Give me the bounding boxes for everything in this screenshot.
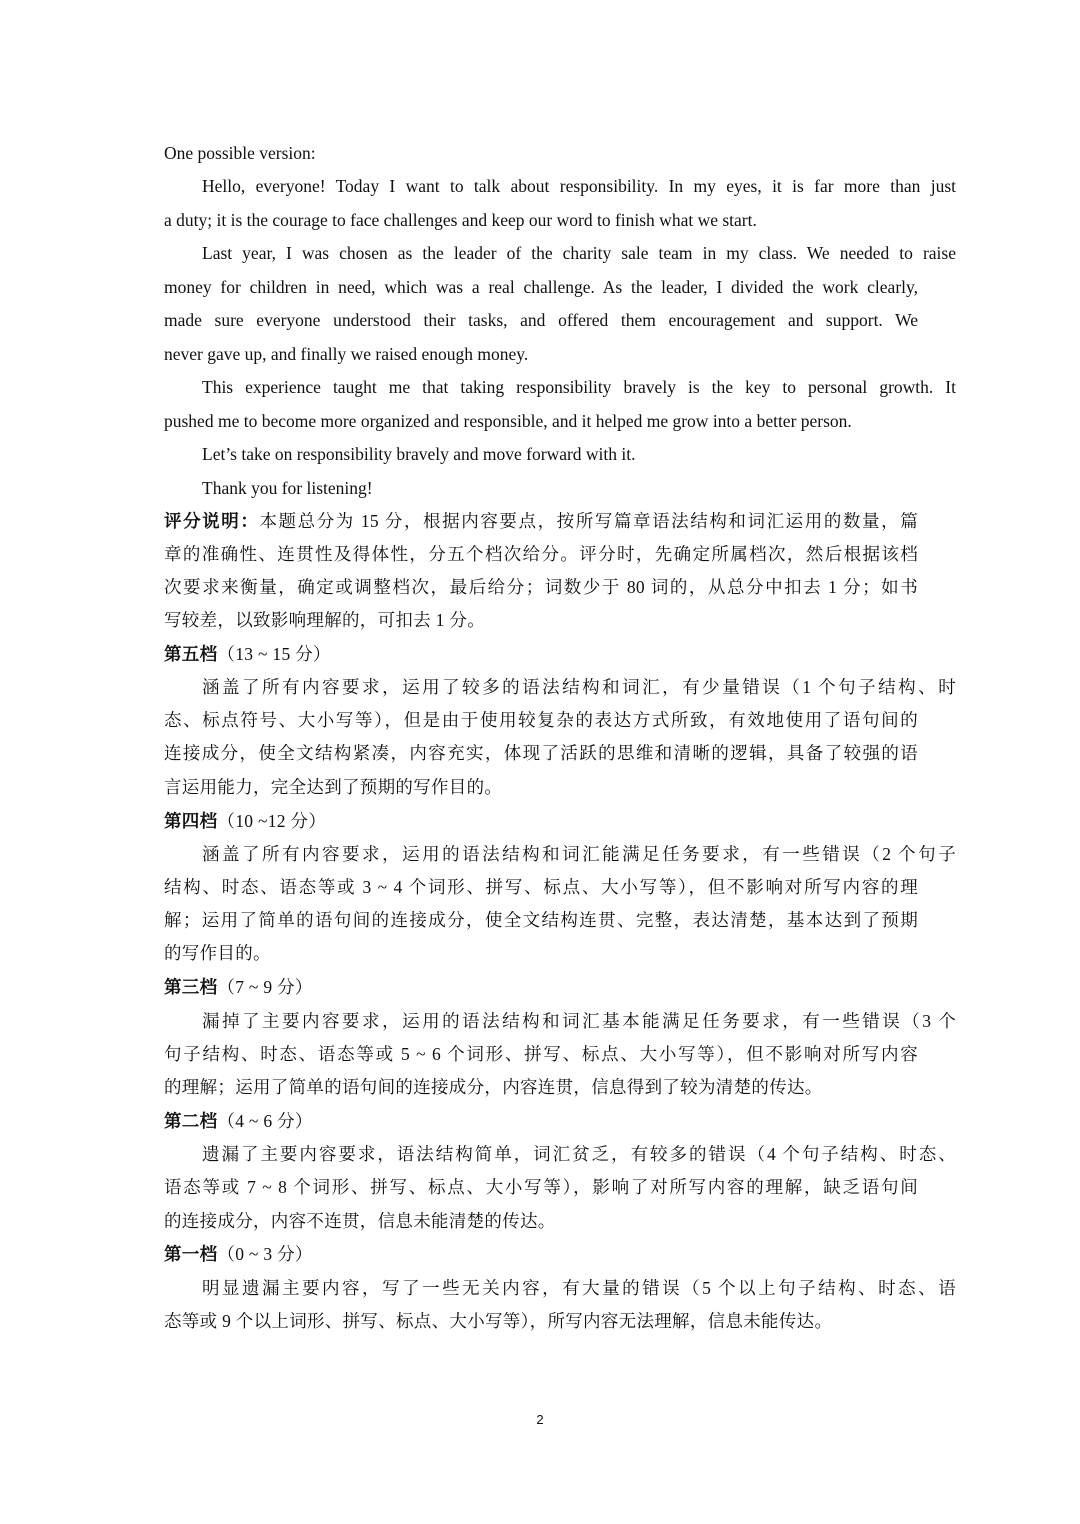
essay-line: Hello, everyone! Today I want to talk about responsibility. In my eyes, it is far more than just (202, 176, 956, 196)
essay-line: Let’s take on responsibility bravely and move forward with it. (202, 444, 636, 464)
essay-line: made sure everyone understood their tasks, and offered them encouragement and support. We (164, 310, 918, 330)
essay-line: pushed me to become more organized and responsible, and it helped me grow into a better person. (164, 411, 852, 431)
grade-heading: 第四档（10 ~12 分） (164, 811, 327, 831)
grade-heading: 第三档（7 ~ 9 分） (164, 977, 313, 997)
essay-line: This experience taught me that taking responsibility bravely is the key to personal growth. It (202, 377, 956, 397)
grade-heading: 第二档（4 ~ 6 分） (164, 1111, 313, 1131)
grade-line: 的写作目的。 (164, 943, 271, 963)
grade-line: 遗漏了主要内容要求，语法结构简单，词汇贫乏，有较多的错误（4 个句子结构、时态、 (202, 1144, 956, 1164)
essay-line: a duty; it is the courage to face challenges and keep our word to finish what we start. (164, 210, 757, 230)
essay-line: Thank you for listening! (202, 478, 373, 498)
grade-line: 明显遗漏主要内容，写了一些无关内容，有大量的错误（5 个以上句子结构、时态、语 (202, 1278, 956, 1298)
version-label: One possible version: (164, 143, 316, 163)
scoring-line: 评分说明：本题总分为 15 分，根据内容要点，按所写篇章语法结构和词汇运用的数量，篇 (164, 511, 918, 531)
grade-line: 的连接成分，内容不连贯，信息未能清楚的传达。 (164, 1211, 556, 1231)
grade-heading: 第一档（0 ~ 3 分） (164, 1244, 313, 1264)
grade-line: 涵盖了所有内容要求，运用了较多的语法结构和词汇，有少量错误（1 个句子结构、时 (202, 677, 956, 697)
page-number: 2 (536, 1412, 544, 1427)
grade-line: 言运用能力，完全达到了预期的写作目的。 (164, 777, 503, 797)
grade-line: 解；运用了简单的语句间的连接成分，使全文结构连贯、完整，表达清楚，基本达到了预期 (164, 910, 918, 930)
grade-line: 的理解；运用了简单的语句间的连接成分，内容连贯，信息得到了较为清楚的传达。 (164, 1077, 823, 1097)
essay-line: money for children in need, which was a real challenge. As the leader, I divided the work clearly, (164, 277, 918, 297)
grade-line: 态等或 9 个以上词形、拼写、标点、大小写等），所写内容无法理解，信息未能传达。 (164, 1311, 833, 1331)
grade-line: 涵盖了所有内容要求，运用的语法结构和词汇能满足任务要求，有一些错误（2 个句子 (202, 844, 956, 864)
essay-line: Last year, I was chosen as the leader of the charity sale team in my class. We needed to raise (202, 243, 956, 263)
grade-heading: 第五档（13 ~ 15 分） (164, 644, 331, 664)
scoring-line: 次要求来衡量，确定或调整档次，最后给分；词数少于 80 词的，从总分中扣去 1 分；如书 (164, 577, 918, 597)
grade-line: 句子结构、时态、语态等或 5 ~ 6 个词形、拼写、标点、大小写等），但不影响对所写内容 (164, 1044, 918, 1064)
grade-line: 结构、时态、语态等或 3 ~ 4 个词形、拼写、标点、大小写等），但不影响对所写内容的理 (164, 877, 918, 897)
grade-line: 语态等或 7 ~ 8 个词形、拼写、标点、大小写等），影响了对所写内容的理解，缺乏语句间 (164, 1177, 918, 1197)
scoring-label: 评分说明： (164, 511, 260, 531)
grade-line: 连接成分，使全文结构紧凑，内容充实，体现了活跃的思维和清晰的逻辑，具备了较强的语 (164, 743, 918, 763)
essay-line: never gave up, and finally we raised enough money. (164, 344, 529, 364)
scoring-line: 写较差，以致影响理解的，可扣去 1 分。 (164, 610, 485, 630)
grade-line: 漏掉了主要内容要求，运用的语法结构和词汇基本能满足任务要求，有一些错误（3 个 (202, 1011, 956, 1031)
scoring-line: 章的准确性、连贯性及得体性，分五个档次给分。评分时，先确定所属档次，然后根据该档 (164, 544, 918, 564)
grade-line: 态、标点符号、大小写等），但是由于使用较复杂的表达方式所致，有效地使用了语句间的 (164, 710, 918, 730)
